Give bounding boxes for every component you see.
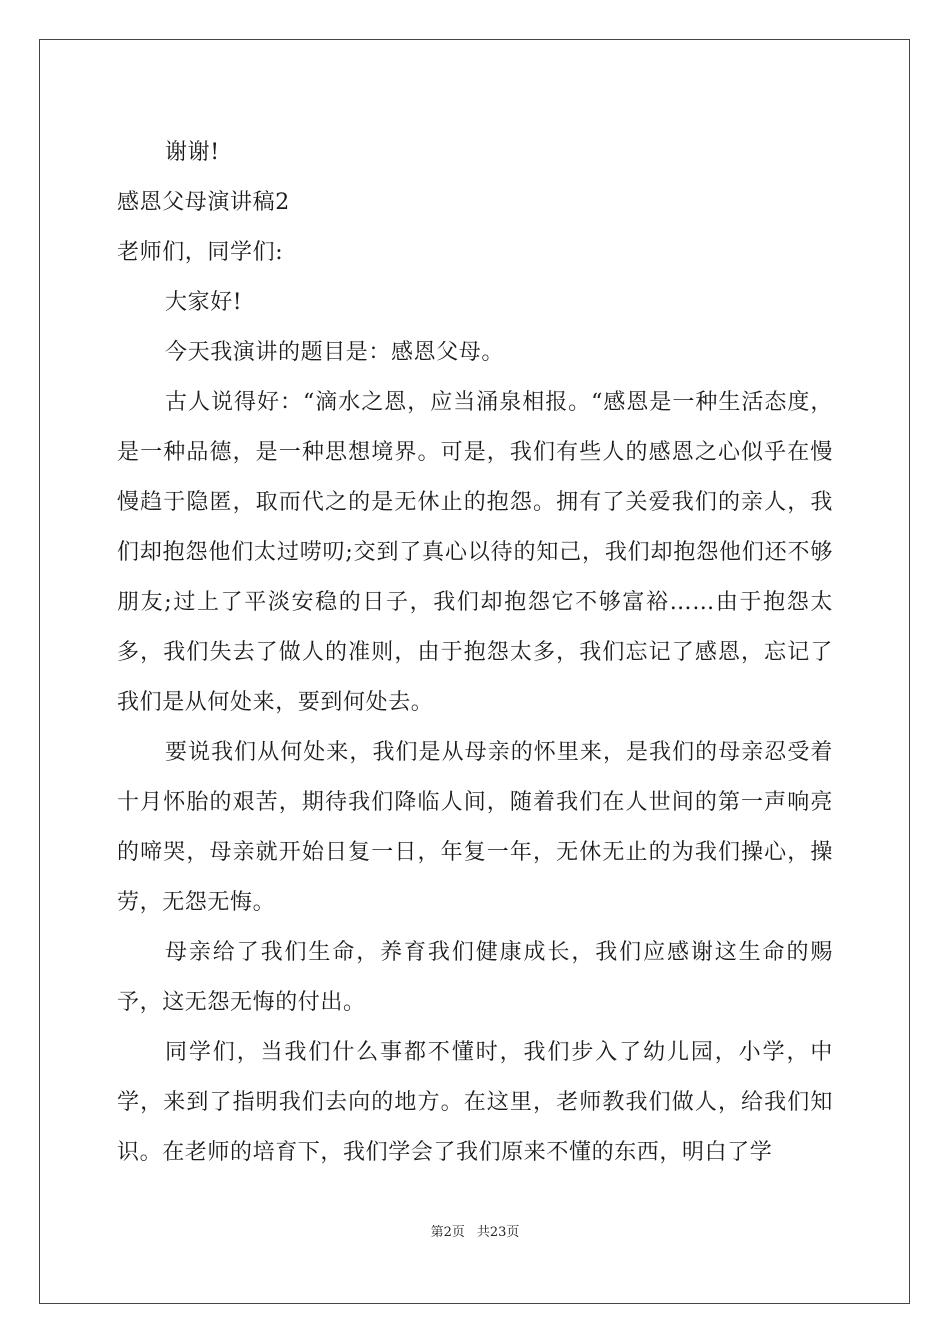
page-total: 共23页 bbox=[476, 1225, 520, 1240]
salutation: 老师们，同学们: bbox=[117, 240, 284, 265]
page-number: 第2页 bbox=[430, 1225, 465, 1240]
page-footer bbox=[0, 1221, 950, 1240]
paragraph-life-gift: 母亲给了我们生命，养育我们健康成长，我们应感谢这生命的赐予，这无怨无悔的付出。 bbox=[117, 940, 833, 1015]
paragraph-topic: 今天我演讲的题目是：感恩父母。 bbox=[165, 340, 505, 365]
paragraph-mother: 要说我们从何处来，我们是从母亲的怀里来，是我们的母亲忍受着十月怀胎的艰苦，期待我们降临人间，随着我们在人世间的第一声响亮的啼哭，母亲就开始日复一日，年复一年，无休无止的为我们操心，操劳，无怨无悔。 bbox=[117, 740, 833, 915]
closing-line: 谢谢! bbox=[165, 140, 220, 165]
speech-title: 感恩父母演讲稿2 bbox=[117, 190, 290, 215]
paragraph-school: 同学们，当我们什么事都不懂时，我们步入了幼儿园，小学，中学，来到了指明我们去向的地方。在这里，老师教我们做人，给我们知识。在老师的培育下，我们学会了我们原来不懂的东西，明白了学 bbox=[117, 1040, 833, 1165]
greeting: 大家好! bbox=[165, 290, 243, 315]
paragraph-gratitude: 古人说得好：“滴水之恩，应当涌泉相报。“感恩是一种生活态度，是一种品德，是一种思想境界。可是，我们有些人的感恩之心似乎在慢慢趋于隐匿，取而代之的是无休止的抱怨。拥有了关爱我们的亲人，我们却抱怨他们太过唠叨;交到了真心以待的知己，我们却抱怨他们还不够朋友;过上了平淡安稳的日子，我们却抱怨它不够富裕……由于抱怨太多，我们失去了做人的准则，由于抱怨太多，我们忘记了感恩，忘记了我们是从何处来，要到何处去。 bbox=[117, 390, 833, 715]
document-body bbox=[117, 128, 833, 1178]
